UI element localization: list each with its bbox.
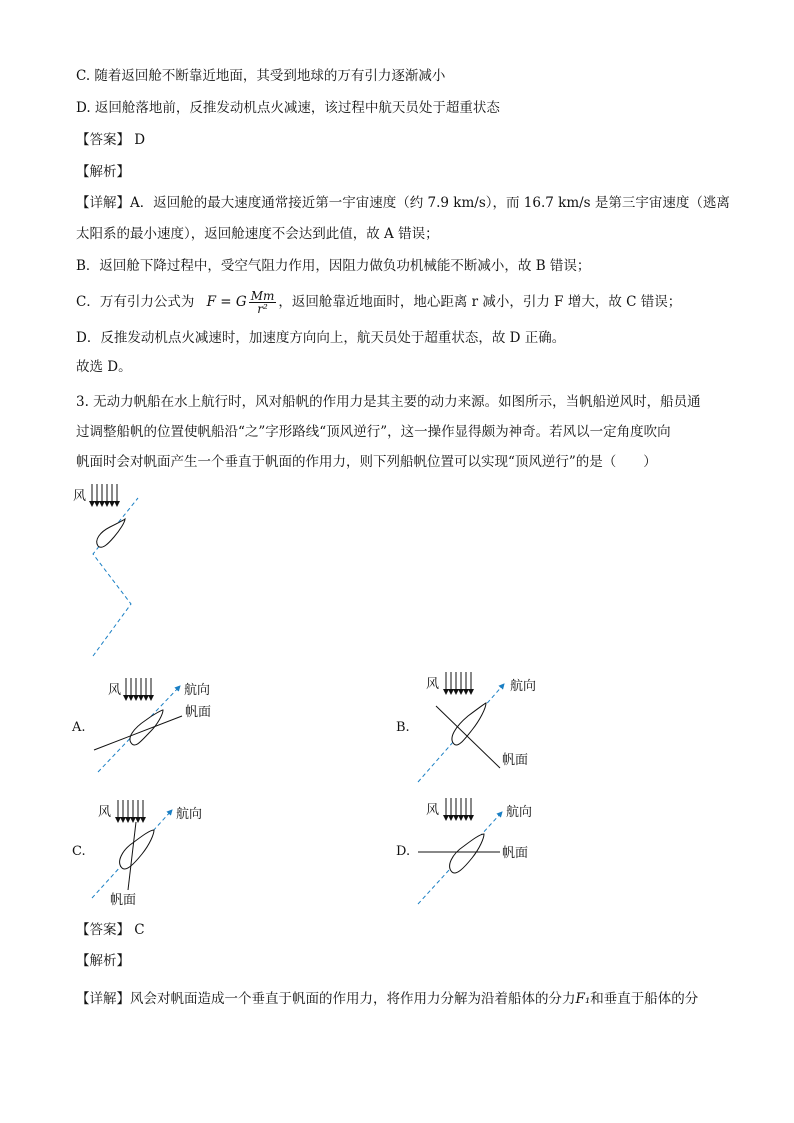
detail-1-line-4 [76,290,681,315]
wind-label: 风 [426,803,440,818]
question-3-line-3: 帆面时会对帆面产生一个垂直于帆面的作用力，则下列船帆位置可以实现“顶风逆行”的是（ ） [76,454,657,470]
question-3-line-1: 3. 无动力帆船在水上航行时，风对船帆的作用力是其主要的动力来源。如图所示，当帆船逆风时，船员通 [76,394,701,410]
option-a-figure [90,672,260,777]
formula-numerator: Mm [250,289,275,303]
wind-arrows [446,672,471,694]
answer-value: C [134,922,145,938]
sail-line [436,706,500,768]
boat-hull [130,710,163,745]
wind-label: 风 [108,683,122,698]
option-b-figure [412,666,572,786]
detail-3-pre: 【详解】风会对帆面造成一个垂直于帆面的作用力，将作用力分解为沿着船体的分力 [76,991,576,1007]
detail-1-line-4-post: ，返回舱靠近地面时，地心距离 r 减小，引力 F 增大，故 C 错误； [278,294,682,310]
heading-label: 航向 [510,679,537,694]
detail-1-line-2: 太阳系的最小速度），返回舱速度不会达到此值，故 A 错误； [76,226,439,242]
boat-hull [452,703,486,745]
sail-label: 帆面 [185,705,212,720]
detail-1-line-6: 故选 D。 [76,359,132,375]
formula-denominator: r² [257,302,268,316]
detail-1-line-1: 【详解】A．返回舱的最大速度通常接近第一宇宙速度（约 7.9 km/s），而 16.7 km/s 是第三宇宙速度（逃离 [76,195,730,211]
wind-arrows [126,678,151,700]
answer-1 [76,130,145,150]
answer-label: 【答案】 [76,132,130,148]
detail-1-line-3: B．返回舱下降过程中，受空气阻力作用，因阻力做负功机械能不断减小，故 B 错误； [76,258,591,274]
detail-1-line-5: D．反推发动机点火减速时，加速度方向向上，航天员处于超重状态，故 D 正确。 [76,330,566,346]
wind-label: 风 [73,489,87,504]
analysis-1-label: 【解析】 [76,164,130,180]
boat-hull [450,834,484,873]
wind-arrows [446,798,471,820]
wind-label: 风 [98,805,112,820]
formula-fraction [249,290,277,315]
option-d-text: D. 返回舱落地前，反推发动机点火减速，该过程中航天员处于超重状态 [76,100,500,116]
option-c-text: C. 随着返回舱不断靠近地面，其受到地球的万有引力逐渐减小 [76,68,446,84]
question-3-line-2: 过调整船帆的位置使帆船沿“之”字形路线“顶风逆行”，这一操作显得颇为神奇。若风以一定角度吹向 [76,424,671,440]
heading-label: 航向 [184,683,211,698]
option-d-label: D. [396,844,411,859]
sail-line [94,716,182,750]
boat-hull [97,519,125,547]
wind-arrows [92,484,117,506]
formula-lhs: F = G [206,294,247,310]
sail-label: 帆面 [502,753,529,768]
sail-label: 帆面 [110,893,137,908]
option-d-figure [412,792,572,907]
force-f1: F₁ [575,991,591,1007]
wind-label: 风 [426,677,440,692]
wind-arrows [118,800,143,822]
option-c-figure [88,794,238,909]
zigzag-route [93,498,138,656]
answer-3 [76,920,145,940]
detail-3-line-1 [76,989,698,1009]
sail-label: 帆面 [502,846,529,861]
analysis-3-label: 【解析】 [76,953,130,969]
zigzag-figure [68,478,158,663]
detail-1-line-4-pre: C．万有引力公式为 [76,294,195,310]
option-b-label: B. [396,720,410,735]
heading-label: 航向 [176,807,203,822]
boat-hull [120,830,154,869]
option-a-label: A. [72,720,86,735]
heading-label: 航向 [506,805,533,820]
option-c-label: C. [72,844,86,859]
answer-label: 【答案】 [76,922,130,938]
answer-value: D [134,132,146,148]
detail-3-post: 和垂直于船体的分 [590,991,699,1007]
